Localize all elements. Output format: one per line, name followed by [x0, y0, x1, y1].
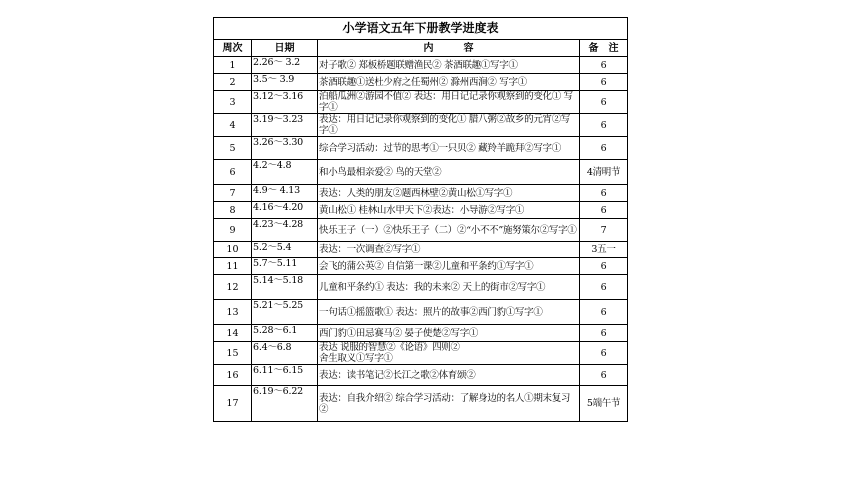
- row-week: 12: [214, 275, 252, 300]
- row-note: 6: [580, 258, 628, 275]
- row-note: 6: [580, 114, 628, 137]
- row-week: 11: [214, 258, 252, 275]
- row-note: 6: [580, 137, 628, 160]
- row-week: 16: [214, 365, 252, 386]
- row-week: 2: [214, 74, 252, 91]
- row-week: 17: [214, 386, 252, 422]
- row-date: 3.19～3.23: [252, 114, 318, 137]
- row-week: 6: [214, 160, 252, 185]
- row-note: 7: [580, 219, 628, 242]
- row-content: 和小鸟最相亲爱② 鸟的天堂②: [318, 160, 580, 185]
- table-row: [214, 386, 628, 422]
- row-note: 6: [580, 365, 628, 386]
- table-row: [214, 300, 628, 325]
- row-date: 3.5～ 3.9: [252, 74, 318, 91]
- schedule-rows: [214, 57, 628, 422]
- row-week: 9: [214, 219, 252, 242]
- row-date: 4.16～4.20: [252, 202, 318, 219]
- header-week: 周次: [214, 40, 252, 57]
- row-content: 综合学习活动：过节的思考①一只贝② 藏羚羊跪拜②写字①: [318, 137, 580, 160]
- row-content: 表达：自我介绍② 综合学习活动：了解身边的名人①期末复习②: [318, 386, 580, 422]
- row-content: 儿童和平条约① 表达：我的未来② 天上的街市②写字①: [318, 275, 580, 300]
- header-note: 备 注: [580, 40, 628, 57]
- schedule-table: [213, 17, 628, 422]
- row-date: 5.14～5.18: [252, 275, 318, 300]
- row-content: 表达：用日记记录你观察到的变化① 腊八粥②故乡的元宵②写字①: [318, 114, 580, 137]
- row-date: 6.4～6.8: [252, 342, 318, 365]
- row-week: 10: [214, 242, 252, 258]
- row-date: 5.2～5.4: [252, 242, 318, 258]
- table-row: [214, 114, 628, 137]
- row-content: 表达：一次调查②写字①: [318, 242, 580, 258]
- row-date: 2.26～ 3.2: [252, 57, 318, 74]
- row-note: 6: [580, 202, 628, 219]
- row-note: 6: [580, 300, 628, 325]
- row-week: 8: [214, 202, 252, 219]
- row-date: 4.2～4.8: [252, 160, 318, 185]
- table-row: [214, 57, 628, 74]
- row-date: 6.11～6.15: [252, 365, 318, 386]
- table-row: [214, 242, 628, 258]
- table-row: [214, 258, 628, 275]
- row-content: 泊船瓜洲②游园不值② 表达：用日记记录你观察到的变化① 写字①: [318, 91, 580, 114]
- table-row: [214, 137, 628, 160]
- row-week: 3: [214, 91, 252, 114]
- row-date: 3.26～3.30: [252, 137, 318, 160]
- row-date: 6.19～6.22: [252, 386, 318, 422]
- row-content: 表达：读书笔记②长江之歌②体育颂②: [318, 365, 580, 386]
- row-content: 茶酒联趣①送杜少府之任蜀州② 滁州西涧② 写字①: [318, 74, 580, 91]
- row-note: 4清明节: [580, 160, 628, 185]
- table-row: [214, 325, 628, 342]
- table-row: [214, 185, 628, 202]
- row-week: 1: [214, 57, 252, 74]
- row-content: 表达：人类的朋友②题西林壁②黄山松①写字①: [318, 185, 580, 202]
- row-content: 会飞的蒲公英② 自信第一课②儿童和平条约①写字①: [318, 258, 580, 275]
- row-week: 4: [214, 114, 252, 137]
- row-date: 4.9～ 4.13: [252, 185, 318, 202]
- table-row: [214, 160, 628, 185]
- table-row: [214, 74, 628, 91]
- header-content: 内 容: [318, 40, 580, 57]
- row-date: 3.12～3.16: [252, 91, 318, 114]
- row-date: 5.28～6.1: [252, 325, 318, 342]
- row-note: 6: [580, 185, 628, 202]
- row-content: 快乐王子（一）②快乐王子（二）②“小不不”施努策尔②写字①: [318, 219, 580, 242]
- row-note: 6: [580, 275, 628, 300]
- row-content: 一句话①摇篮歌① 表达：照片的故事②西门豹①写字①: [318, 300, 580, 325]
- row-week: 15: [214, 342, 252, 365]
- table-row: [214, 202, 628, 219]
- row-week: 13: [214, 300, 252, 325]
- row-week: 5: [214, 137, 252, 160]
- row-note: 6: [580, 325, 628, 342]
- row-note: 6: [580, 57, 628, 74]
- row-content: 对子歌② 郑板桥题联赠渔民② 茶酒联趣①写字①: [318, 57, 580, 74]
- row-note: 6: [580, 91, 628, 114]
- table-title: 小学语文五年下册教学进度表: [214, 18, 628, 40]
- row-date: 5.21～5.25: [252, 300, 318, 325]
- row-note: 3五一: [580, 242, 628, 258]
- table-row: [214, 365, 628, 386]
- row-week: 7: [214, 185, 252, 202]
- row-date: 5.7～5.11: [252, 258, 318, 275]
- table-row: [214, 342, 628, 365]
- row-note: 6: [580, 342, 628, 365]
- header-date: 日期: [252, 40, 318, 57]
- table-row: [214, 219, 628, 242]
- row-content: 西门豹①田忌赛马② 晏子使楚②写字①: [318, 325, 580, 342]
- table-row: [214, 275, 628, 300]
- row-note: 5端午节: [580, 386, 628, 422]
- row-content: 表达 说服的智慧②《论语》四则② 舍生取义①写字①: [318, 342, 580, 365]
- row-content: 黄山松① 桂林山水甲天下②表达：小导游②写字①: [318, 202, 580, 219]
- row-date: 4.23～4.28: [252, 219, 318, 242]
- row-note: 6: [580, 74, 628, 91]
- table-row: [214, 91, 628, 114]
- row-week: 14: [214, 325, 252, 342]
